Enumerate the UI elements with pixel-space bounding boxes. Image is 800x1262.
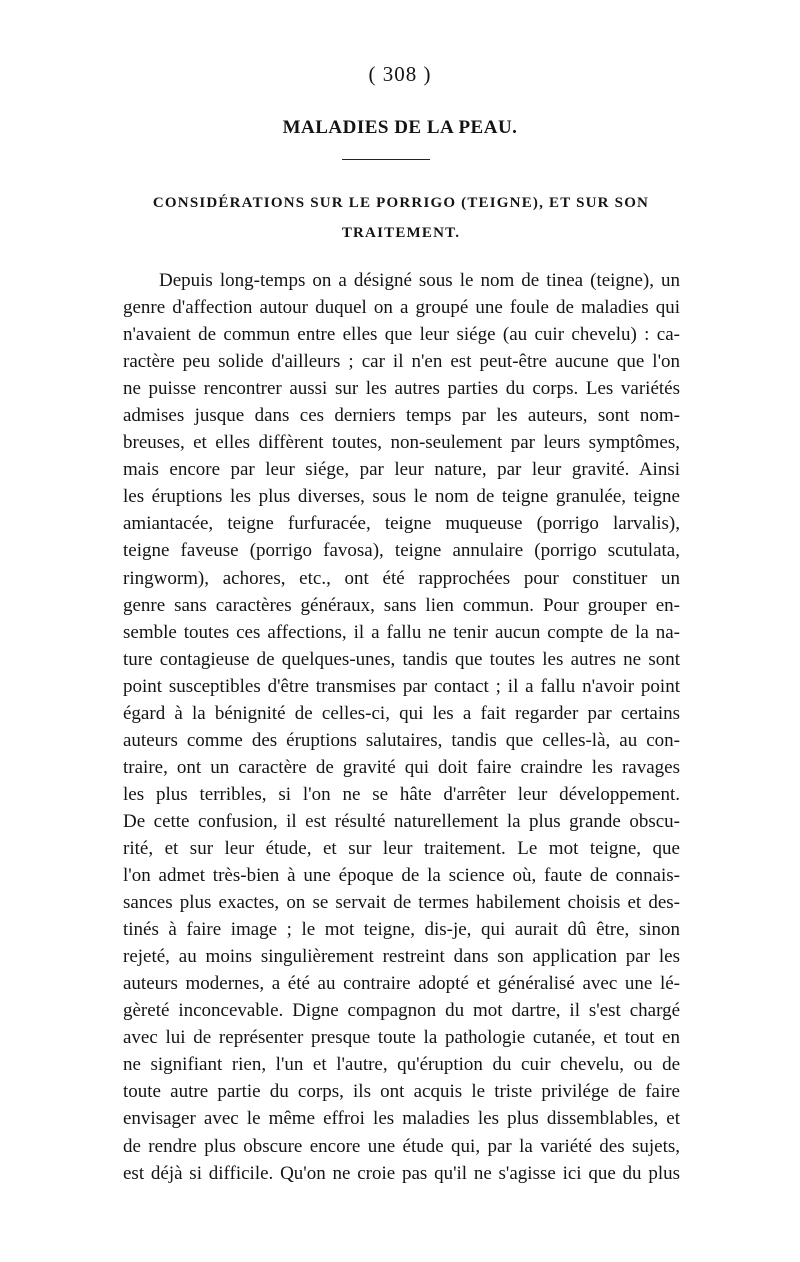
text-line: teigne faveuse (porrigo favosa), teigne annulaire (porrigo scutulata, — [123, 540, 680, 562]
section-title: MALADIES DE LA PEAU. — [282, 117, 518, 138]
text-line: ne puisse rencontrer aussi sur les autres parties du corps. Les variétés — [123, 378, 680, 400]
text-line: est déjà si difficile. Qu'on ne croie pas qu'il ne s'agisse ici que du plus — [123, 1162, 680, 1184]
text-line: semble toutes ces affections, il a fallu ne tenir aucun compte de la na- — [123, 621, 680, 643]
text-line: l'on admet très-bien à une époque de la science où, faute de connais- — [123, 865, 680, 887]
text-line: sances plus exactes, on se servait de termes habilement choisis et des- — [123, 892, 680, 914]
text-line: point susceptibles d'être transmises par contact ; il a fallu n'avoir point — [123, 675, 680, 697]
text-line: breuses, et elles diffèrent toutes, non-seulement par leurs symptômes, — [123, 432, 680, 454]
text-line: De cette confusion, il est résulté naturellement la plus grande obscu- — [123, 810, 680, 832]
text-line: auteurs comme des éruptions salutaires, tandis que celles-là, au con- — [123, 729, 680, 751]
text-line: ture contagieuse de quelques-unes, tandis que toutes les autres ne sont — [123, 648, 680, 670]
text-line: rejeté, au moins singulièrement restreint dans son application par les — [123, 946, 680, 968]
page-number: ( 308 ) — [368, 62, 432, 86]
text-line: ractère peu solide d'ailleurs ; car il n'en est peut-être aucune que l'on — [123, 351, 680, 373]
text-line: les éruptions les plus diverses, sous le nom de teigne granulée, teigne — [123, 486, 680, 508]
text-line: toute autre partie du corps, ils ont acquis le triste privilége de faire — [123, 1081, 680, 1103]
text-line: genre d'affection autour duquel on a groupé une foule de maladies qui — [123, 297, 680, 319]
text-line: Depuis long-temps on a désigné sous le nom de tinea (teigne), un — [159, 270, 680, 291]
text-line: traire, ont un caractère de gravité qui doit faire craindre les ravages — [123, 756, 680, 778]
text-line: avec lui de représenter presque toute la pathologie cutanée, et tout en — [123, 1027, 680, 1049]
text-line: ringworm), achores, etc., ont été rapprochées pour constituer un — [123, 567, 680, 589]
text-line: n'avaient de commun entre elles que leur siége (au cuir chevelu) : ca- — [123, 324, 680, 346]
text-line: gèreté inconcevable. Digne compagnon du mot dartre, il s'est chargé — [123, 1000, 680, 1022]
article-subtitle: CONSIDÉRATIONS SUR LE PORRIGO (TEIGNE), ET SUR SON TRAITEMENT. — [152, 195, 650, 241]
text-line: genre sans caractères généraux, sans lien commun. Pour grouper en- — [123, 594, 680, 616]
text-line: les plus terribles, si l'on ne se hâte d'arrêter leur développement. — [123, 783, 680, 805]
title-rule — [342, 159, 430, 160]
text-line: envisager avec le même effroi les maladies les plus dissemblables, et — [123, 1108, 680, 1130]
text-line: égard à la bénignité de celles-ci, qui les a fait regarder par certains — [123, 702, 680, 724]
text-line: auteurs modernes, a été au contraire adopté et généralisé avec une lé- — [123, 973, 680, 995]
text-line: de rendre plus obscure encore une étude qui, par la variété des sujets, — [123, 1135, 680, 1157]
text-line: amiantacée, teigne furfuracée, teigne muqueuse (porrigo larvalis), — [123, 513, 680, 535]
text-line: rité, et sur leur étude, et sur leur traitement. Le mot teigne, que — [123, 837, 680, 859]
text-line: admises jusque dans ces derniers temps par les auteurs, sont nom- — [123, 405, 680, 427]
body-text — [123, 267, 680, 1187]
text-line: mais encore par leur siége, par leur nature, par leur gravité. Ainsi — [123, 459, 680, 481]
text-line: tinés à faire image ; le mot teigne, dis-je, qui aurait dû être, sinon — [123, 919, 680, 941]
text-line: ne signifiant rien, l'un et l'autre, qu'éruption du cuir chevelu, ou de — [123, 1054, 680, 1076]
